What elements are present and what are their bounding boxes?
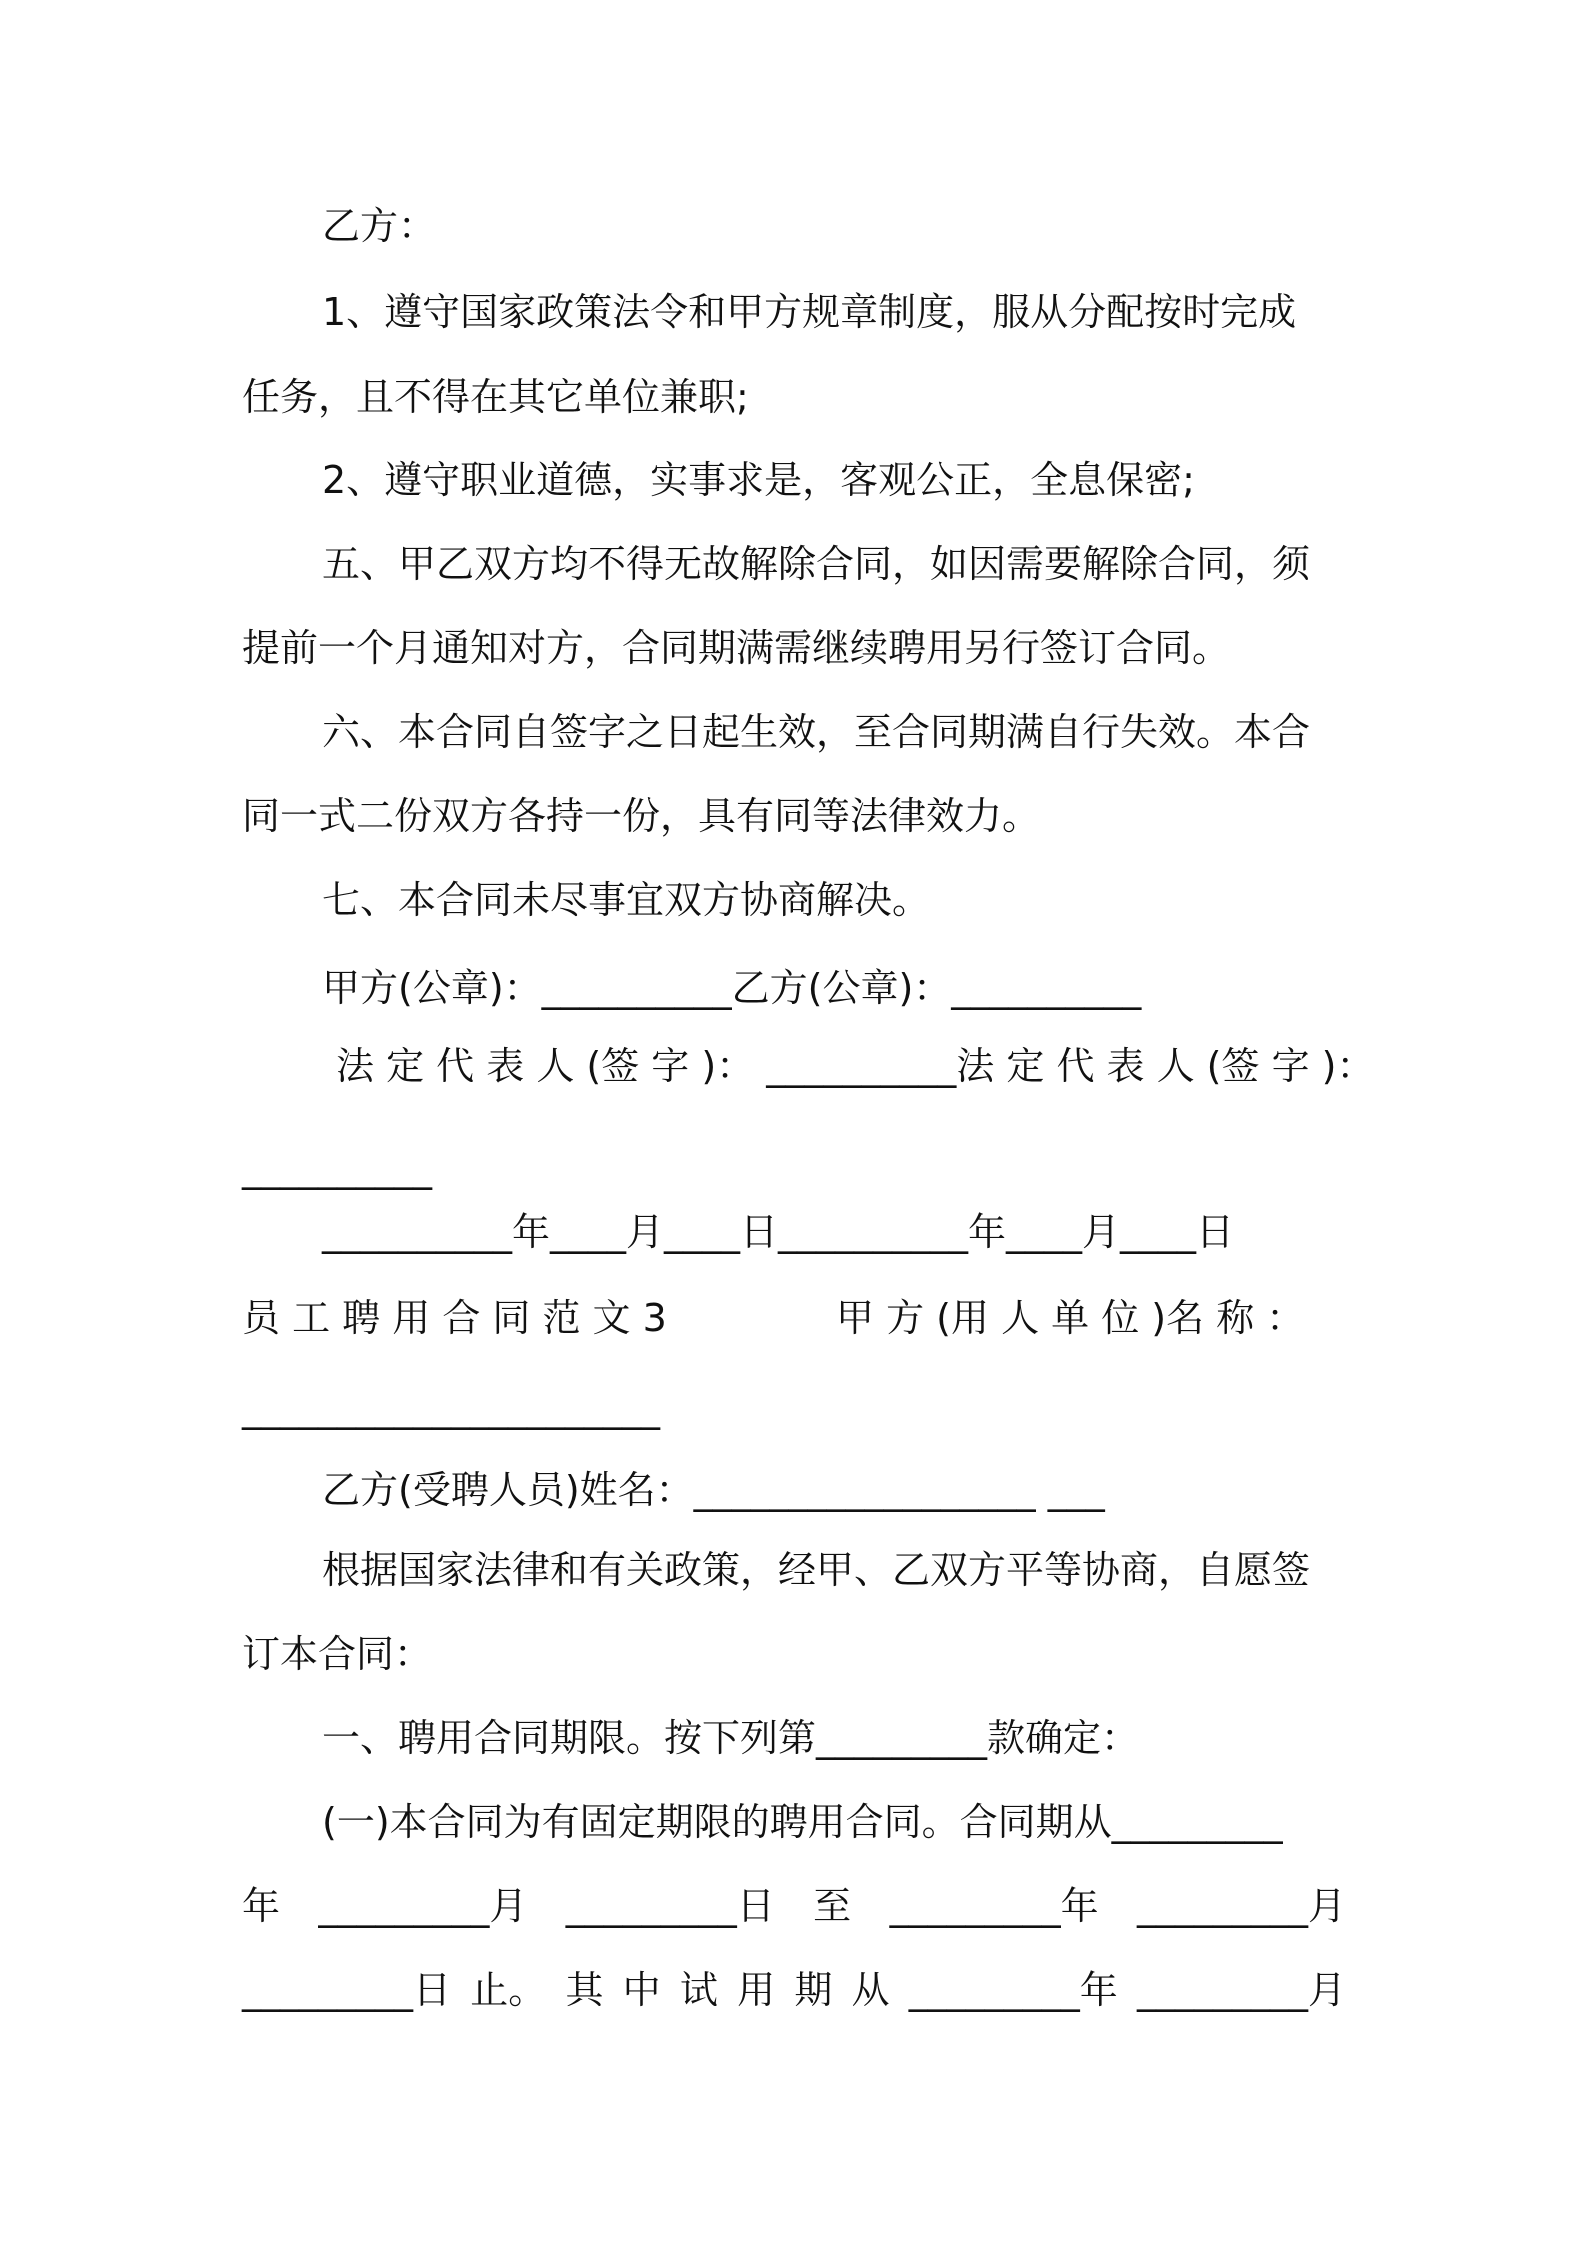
signature-line: 甲方(公章)：__________乙方(公章)：__________ (322, 966, 1142, 1010)
paragraph-line: 一、聘用合同期限。按下列第_________款确定： (322, 1716, 1140, 1760)
word: _________年 (889, 1884, 1099, 1928)
word: 期 (794, 1968, 833, 2012)
paragraph-line: 订本合同： (242, 1632, 433, 1676)
employer-name-label: 甲 方 (用 人 单 位 )名 称 ： (836, 1296, 1305, 1340)
blank-line: ______________________ (242, 1386, 660, 1430)
paragraph-line: 提前一个月通知对方，合同期满需继续聘用另行签订合同。 (242, 626, 1231, 670)
employee-name-line: 乙方(受聘人员)姓名：__________________ ___ (322, 1468, 1105, 1512)
word: 用 (737, 1968, 776, 2012)
word: 止。 (470, 1968, 547, 2012)
signature-line: 法 定 代 表 人 (签 字 )： __________法 定 代 表 人 (签 字 )： (336, 1044, 1375, 1088)
word: _________日 (242, 1968, 452, 2012)
paragraph-line: 五、甲乙双方均不得无故解除合同，如因需要解除合同，须 (322, 542, 1311, 586)
word: 年 (242, 1884, 281, 1928)
word: _________年 (908, 1968, 1118, 2012)
word: _________日 (565, 1884, 775, 1928)
paragraph-line: 同一式二份双方各持一份，具有同等法律效力。 (242, 794, 1041, 838)
word: _________月 (1136, 1968, 1346, 2012)
word: 从 (851, 1968, 890, 2012)
word: 至 (813, 1884, 852, 1928)
date-line: __________年____月____日__________年____月____日 (322, 1210, 1235, 1254)
paragraph-line: (一)本合同为有固定期限的聘用合同。合同期从_________ (322, 1800, 1283, 1844)
paragraph-line: 乙方： (322, 204, 437, 248)
word: 试 (679, 1968, 718, 2012)
word: _________月 (1136, 1884, 1346, 1928)
word: 其 (565, 1968, 604, 2012)
blank-line: __________ (242, 1146, 432, 1190)
word: 中 (622, 1968, 661, 2012)
paragraph-line: 2、遵守职业道德，实事求是，客观公正，全息保密; (322, 458, 1195, 502)
term-line (242, 1878, 1346, 1934)
paragraph-line: 六、本合同自签字之日起生效，至合同期满自行失效。本合 (322, 710, 1311, 754)
word: _________月 (318, 1884, 528, 1928)
paragraph-line: 根据国家法律和有关政策，经甲、乙双方平等协商，自愿签 (322, 1548, 1311, 1592)
document-subtitle: 员 工 聘 用 合 同 范 文 3 (242, 1296, 667, 1340)
paragraph-line: 1、遵守国家政策法令和甲方规章制度，服从分配按时完成 (322, 290, 1297, 334)
paragraph-line: 任务，且不得在其它单位兼职; (242, 375, 749, 419)
paragraph-line: 七、本合同未尽事宜双方协商解决。 (322, 878, 931, 922)
probation-line (242, 1962, 1346, 2018)
